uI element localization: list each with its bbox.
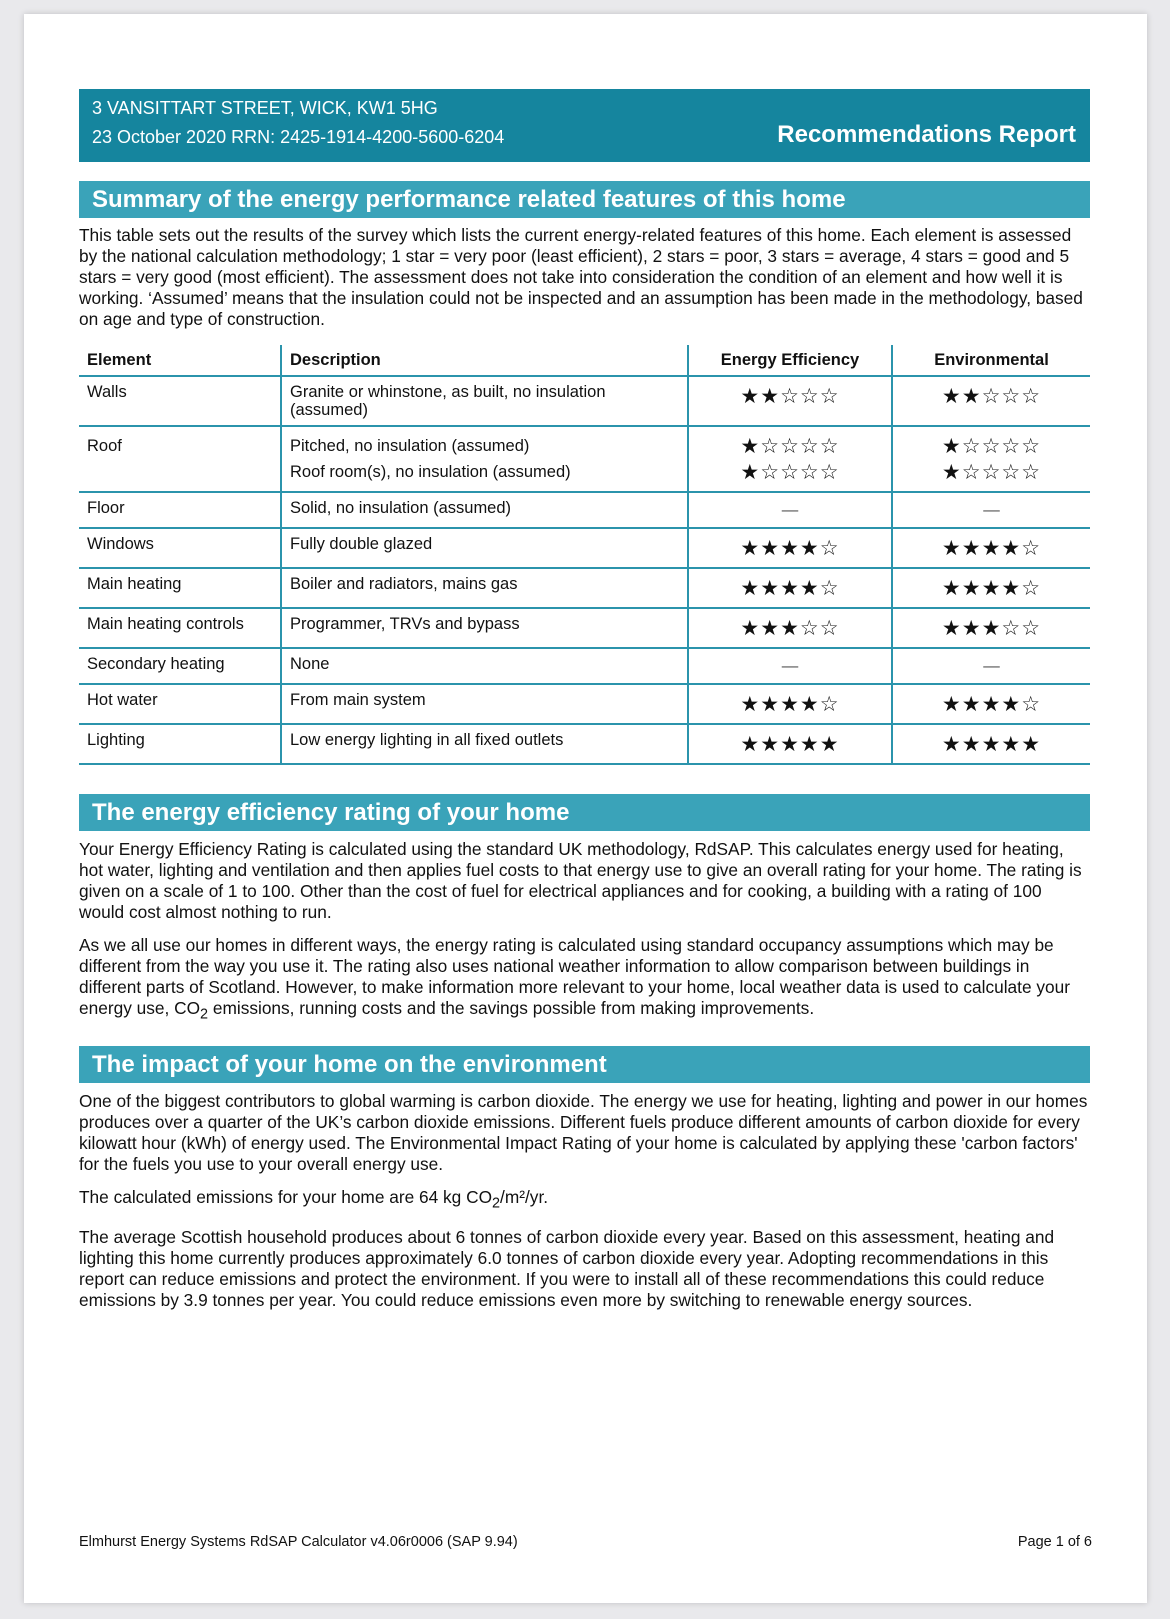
energy-efficiency-rating [688, 376, 892, 426]
element-name: Lighting [79, 724, 281, 764]
star-rating-icon: ★★★★☆ [740, 536, 840, 560]
energy-efficiency-rating [688, 568, 892, 608]
table-row [79, 724, 1090, 764]
description-line: Solid, no insulation (assumed) [290, 499, 512, 517]
report-title: Recommendations Report [777, 121, 1076, 148]
environmental-rating [892, 724, 1090, 764]
date-rrn: 23 October 2020 RRN: 2425-1914-4200-5600-6204 [92, 127, 505, 147]
energy-efficiency-rating [688, 684, 892, 724]
rating-paragraph-2: As we all use our homes in different ways, the energy rating is calculated using standard occupancy assumptions which may be different from the way you use it. The rating also uses national weather information to allow comparison between buildings in different parts of Scotland. However, to make information more relevant to your home, local weather data is used to calculate your energy use, $CO_2$ emissions, running costs and the savings possible from making improvements. [79, 935, 1070, 1023]
environmental-rating [892, 376, 1090, 426]
description-line: From main system [290, 691, 426, 709]
report-header [79, 89, 1090, 162]
energy-efficiency-rating [688, 492, 892, 528]
description-line: Roof room(s), no insulation (assumed) [290, 463, 571, 481]
impact-paragraph-3: The average Scottish household produces about 6 tonnes of carbon dioxide every year. Based on this assessment, heating and lighting this home currently produces approximately 6.0 tonnes of carbon dioxide every year. Adopting recommendations in this report can reduce emissions and protect the environment. If you were to install all of these recommendations this could reduce emissions by 3.9 tonnes per year. You could reduce emissions even more by switching to renewable energy sources. [79, 1226, 1055, 1310]
star-rating-icon: ★☆☆☆☆ [941, 460, 1042, 484]
element-description [281, 684, 688, 724]
description-line: Programmer, TRVs and bypass [290, 615, 520, 633]
rating-section-title: The energy efficiency rating of your home [79, 794, 1090, 831]
element-description [281, 426, 688, 492]
footer-software: Elmhurst Energy Systems RdSAP Calculator v4.06r0006 (SAP 9.94) [79, 1534, 518, 1550]
energy-efficiency-rating [688, 724, 892, 764]
features-table-header [79, 345, 1090, 376]
not-applicable-dash: — [983, 501, 1000, 519]
emissions-statement: The calculated emissions for your home are 64 kg $CO_2/m^2/yr$. [79, 1187, 549, 1212]
property-address: 3 VANSITTART STREET, WICK, KW1 5HG [92, 98, 438, 118]
summary-section-title: Summary of the energy performance related features of this home [79, 181, 1090, 218]
table-row [79, 648, 1090, 684]
features-table [79, 345, 1090, 765]
impact-section-title: The impact of your home on the environment [79, 1046, 1090, 1083]
environmental-rating [892, 426, 1090, 492]
not-applicable-dash: — [781, 657, 799, 675]
col-environmental: Environmental [934, 350, 1049, 369]
table-row [79, 426, 1090, 492]
environmental-rating [892, 568, 1090, 608]
element-name: Main heating [79, 568, 281, 608]
star-rating-icon: ★★★★★ [740, 732, 840, 756]
description-line: Pitched, no insulation (assumed) [290, 437, 530, 455]
star-rating-icon: ★★★★☆ [941, 576, 1042, 600]
not-applicable-dash: — [983, 657, 1000, 675]
star-rating-icon: ★★★★☆ [941, 536, 1042, 560]
star-rating-icon: ★★★☆☆ [740, 616, 840, 640]
description-line: Low energy lighting in all fixed outlets [290, 731, 564, 749]
element-name: Floor [79, 492, 281, 528]
page-content [79, 89, 1090, 1311]
element-name: Windows [79, 528, 281, 568]
energy-efficiency-rating [688, 426, 892, 492]
description-line: Boiler and radiators, mains gas [290, 575, 518, 593]
table-row [79, 528, 1090, 568]
report-page [24, 14, 1147, 1603]
description-line: Fully double glazed [290, 535, 433, 553]
element-name: Secondary heating [79, 648, 281, 684]
table-row [79, 376, 1090, 426]
element-name: Walls [79, 376, 281, 426]
element-name: Hot water [79, 684, 281, 724]
element-description [281, 376, 688, 426]
description-line: Granite or whinstone, as built, no insulation (assumed) [290, 383, 606, 419]
table-row [79, 608, 1090, 648]
element-name: Main heating controls [79, 608, 281, 648]
energy-efficiency-rating [688, 608, 892, 648]
impact-paragraph-1: One of the biggest contributors to global warming is carbon dioxide. The energy we use for heating, lighting and power in our homes produces over a quarter of the UK’s carbon dioxide emissions. Different fuels produce different amounts of carbon dioxide for every kilowatt hour (kWh) of energy used. The Environmental Impact Rating of your home is calculated by applying these 'carbon factors' for the fuels you use to your overall energy use. [79, 1091, 1088, 1175]
element-description [281, 724, 688, 764]
star-rating-icon: ★☆☆☆☆ [740, 434, 840, 458]
col-element: Element [79, 345, 281, 376]
element-description [281, 492, 688, 528]
col-energy-efficiency: Energy Efficiency [688, 345, 892, 376]
features-table-body [79, 376, 1090, 764]
table-row [79, 492, 1090, 528]
rating-paragraph-1: Your Energy Efficiency Rating is calculated using the standard UK methodology, RdSAP. This calculates energy used for heating, hot water, lighting and ventilation and then applies fuel costs to that energy use to give an overall rating for your home. The rating is given on a scale of 1 to 100. Other than the cost of fuel for electrical appliances and for cooking, a building with a rating of 100 would cost almost nothing to run. [79, 839, 1082, 922]
star-rating-icon: ★★★★☆ [740, 692, 840, 716]
star-rating-icon: ★★★☆☆ [941, 616, 1042, 640]
star-rating-icon: ★★★★★ [941, 732, 1042, 756]
element-description [281, 568, 688, 608]
star-rating-icon: ★☆☆☆☆ [941, 434, 1042, 458]
environmental-rating [892, 648, 1090, 684]
not-applicable-dash: — [781, 501, 799, 519]
environmental-rating [892, 492, 1090, 528]
star-rating-icon: ★★★★☆ [941, 692, 1042, 716]
environmental-rating [892, 684, 1090, 724]
element-description [281, 528, 688, 568]
element-description [281, 648, 688, 684]
table-row [79, 684, 1090, 724]
table-row [79, 568, 1090, 608]
energy-efficiency-rating [688, 528, 892, 568]
star-rating-icon: ★★★★☆ [740, 576, 840, 600]
star-rating-icon: ★☆☆☆☆ [740, 460, 840, 484]
description-line: None [290, 655, 330, 673]
energy-efficiency-rating [688, 648, 892, 684]
environmental-rating [892, 528, 1090, 568]
environmental-rating [892, 608, 1090, 648]
summary-intro: This table sets out the results of the survey which lists the current energy-related features of this home. Each element is assessed by the national calculation methodology; 1 star = very poor (least efficient), 2 stars = poor, 3 stars = average, 4 stars = good and 5 stars = very good (most efficient). The assessment does not take into consideration the condition of an element and how well it is working. ‘Assumed’ means that the insulation could not be inspected and an assumption has been made in the methodology, based on age and type of construction. [79, 225, 1083, 329]
element-description [281, 608, 688, 648]
star-rating-icon: ★★☆☆☆ [740, 384, 840, 408]
star-rating-icon: ★★☆☆☆ [941, 384, 1042, 408]
col-description: Description [281, 345, 688, 376]
element-name: Roof [79, 426, 281, 492]
footer-page-number: Page 1 of 6 [1017, 1534, 1092, 1550]
